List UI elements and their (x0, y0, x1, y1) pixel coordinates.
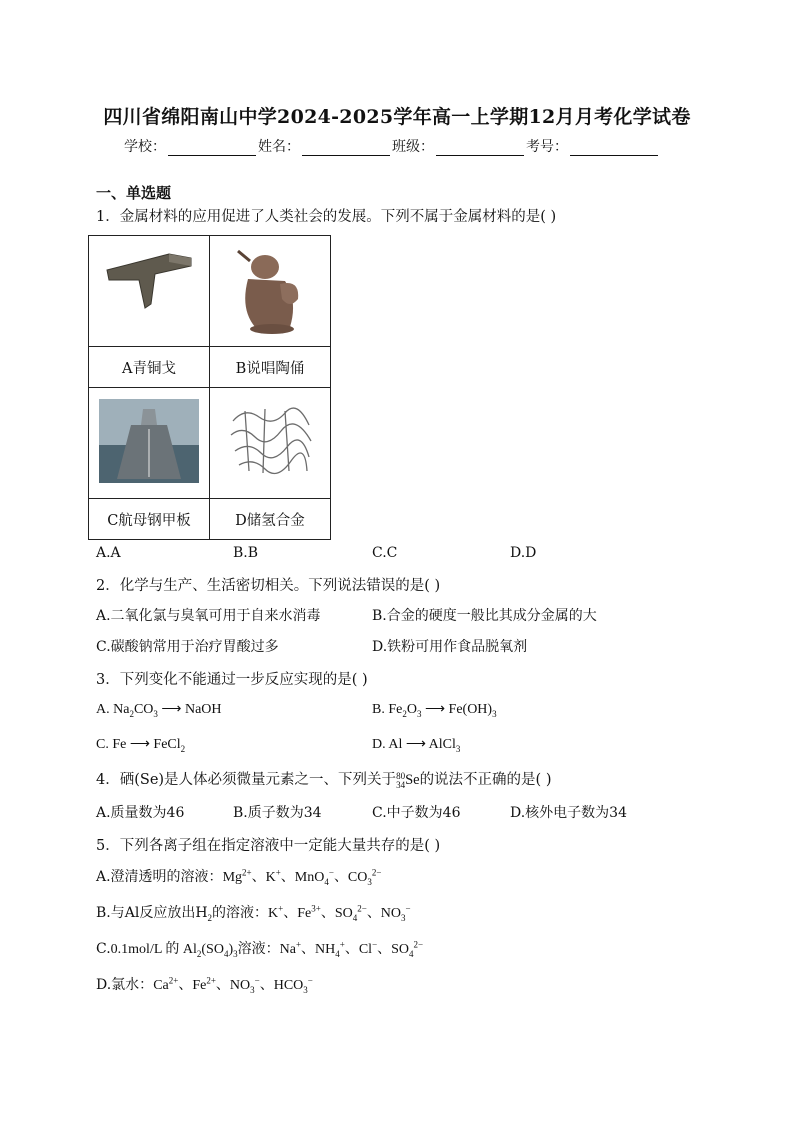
q5-c-prefix: C. (96, 941, 111, 957)
q1-option-c[interactable]: C.C (372, 545, 398, 561)
caption-b: B说唱陶俑 (210, 347, 331, 388)
q5-c-mid: 溶液： (237, 941, 280, 957)
q5-b-mid: 的溶液： (212, 905, 269, 921)
number-blank[interactable] (570, 141, 658, 156)
q2-option-d[interactable]: D.铁粉可用作食品脱氧剂 (372, 639, 528, 655)
q5-option-d[interactable]: D.氯水：$Ca^{2+}$、$Fe^{2+}$、$NO_3^-$、$HCO_3^-$ (96, 975, 313, 995)
q1-option-d[interactable]: D.D (510, 545, 537, 561)
class-blank[interactable] (436, 141, 524, 156)
q4-option-b[interactable]: B.质子数为34 (233, 805, 322, 821)
q4-option-c[interactable]: C.中子数为46 (372, 805, 461, 821)
number-label: 考号： (526, 139, 568, 155)
q3-d-prefix: D. (372, 737, 389, 752)
q3-option-b[interactable]: B. $Fe_2O_3$ ⟶ $Fe(OH)_3$ (372, 702, 497, 719)
q2-option-c[interactable]: C.碳酸钠常用于治疗胃酸过多 (96, 639, 279, 655)
q4-option-a[interactable]: A.质量数为46 (96, 805, 185, 821)
q3-c-prefix: C. (96, 737, 113, 752)
q1-option-b[interactable]: B.B (233, 545, 259, 561)
caption-a: A青铜戈 (89, 347, 210, 388)
q1-image-table (88, 235, 331, 540)
q1-option-a[interactable]: A.A (96, 545, 121, 561)
q4-option-d[interactable]: D.核外电子数为34 (510, 805, 627, 821)
q4-stem-a: 4．硒(Se)是人体必须微量元素之一、下列关于 (96, 772, 397, 788)
section-heading: 一、单选题 (96, 184, 172, 202)
q5-d-prefix: D.氯水： (96, 977, 154, 993)
carrier-deck-image (89, 388, 210, 499)
q3-option-c[interactable]: C. Fe ⟶ FeCl$_2$ (96, 737, 186, 754)
q5-stem: 5．下列各离子组在指定溶液中一定能大量共存的是( ) (96, 838, 441, 854)
name-label: 姓名： (258, 139, 300, 155)
q5-a-prefix: A.澄清透明的溶液： (96, 869, 223, 885)
caption-c: C航母钢甲板 (89, 499, 210, 540)
se-nuclide: 80 34Se (396, 770, 420, 790)
q5-option-c[interactable]: C.0.1mol/L 的 $Al_2(SO_4)_3$溶液：Na+、$NH_4^+$、Cl−、$SO_4^{2-}$ (96, 939, 424, 959)
school-label: 学校： (124, 139, 166, 155)
hydrogen-alloy-image (210, 388, 331, 499)
q5-option-b[interactable]: B.与Al反应放出$H_2$的溶液：K+、$Fe^{3+}$、$SO_4^{2-}$、$NO_3^-$ (96, 903, 411, 923)
bronze-ge-image (89, 236, 210, 347)
pottery-figurine-image (210, 236, 331, 347)
q2-option-a[interactable]: A.二氧化氯与臭氧可用于自来水消毒 (96, 608, 321, 624)
page-title: 四川省绵阳南山中学2024-2025学年高一上学期12月月考化学试卷 (103, 106, 691, 128)
q3-option-a[interactable]: A. $Na_2CO_3$ ⟶ NaOH (96, 702, 222, 719)
school-blank[interactable] (168, 141, 256, 156)
q3-a-prefix: A. (96, 702, 114, 717)
q1-stem: 1．金属材料的应用促进了人类社会的发展。下列不属于金属材料的是( ) (96, 209, 557, 225)
q2-stem: 2．化学与生产、生活密切相关。下列说法错误的是( ) (96, 578, 441, 594)
q4-stem (96, 768, 552, 790)
student-info-row (124, 136, 660, 156)
q3-b-prefix: B. (372, 702, 389, 717)
name-blank[interactable] (302, 141, 390, 156)
q5-option-a[interactable]: A.澄清透明的溶液：$Mg^{2+}$、K+、MnO$_4$−、$CO_3^{2-}$ (96, 867, 382, 887)
q4-stem-b: 的说法不正确的是( ) (419, 772, 552, 788)
q3-stem: 3．下列变化不能通过一步反应实现的是( ) (96, 672, 368, 688)
class-label: 班级： (392, 139, 434, 155)
q3-option-d[interactable]: D. Al ⟶ AlCl$_3$ (372, 737, 461, 754)
q5-b-prefix: B.与Al反应放出H (96, 905, 208, 921)
caption-d: D储氢合金 (210, 499, 331, 540)
q2-option-b[interactable]: B.合金的硬度一般比其成分金属的大 (372, 608, 597, 624)
